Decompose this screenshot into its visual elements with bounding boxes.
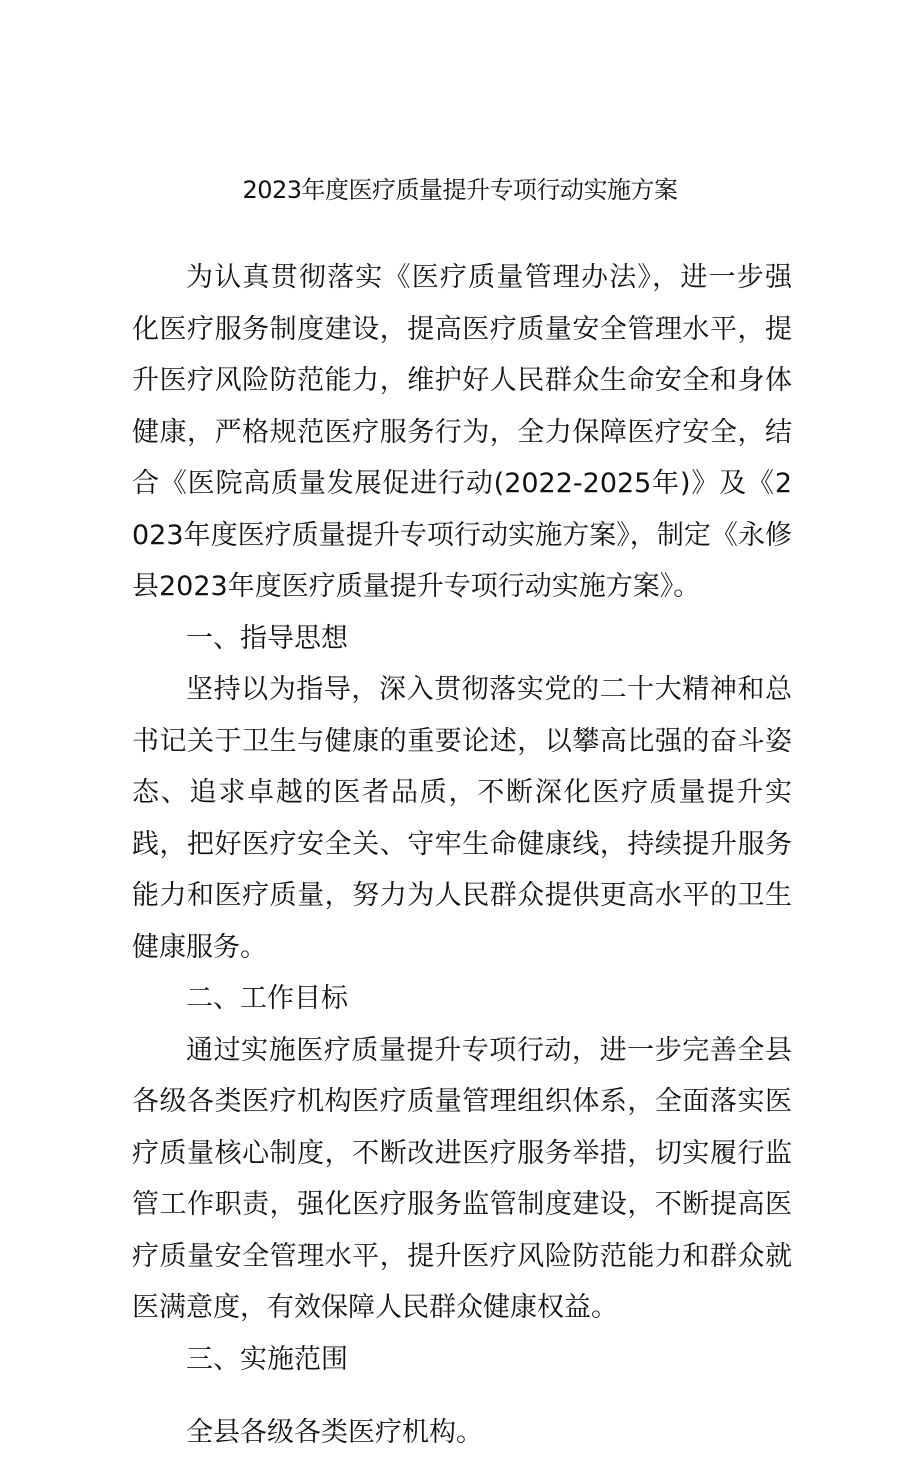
section-heading-work-goals: 二、工作目标 xyxy=(186,983,348,1014)
document-title: 2023年度医疗质量提升专项行动实施方案 xyxy=(242,176,678,204)
document-body xyxy=(132,252,792,1459)
section-text-scope: 全县各级各类医疗机构。 xyxy=(186,1417,483,1448)
section-heading-scope: 三、实施范围 xyxy=(186,1343,348,1375)
section-text-guiding-ideology: 坚持以为指导，深入贯彻落实党的二十大精神和总书记关于卫生与健康的重要论述，以攀高比强的奋斗姿态、追求卓越的医者品质，不断深化医疗质量提升实践，把好医疗安全关、守牢生命健康线，持续提升服务能力和医疗质量，努力为人民群众提供更高水平的卫生健康服务。 xyxy=(132,674,792,963)
section-heading-guiding-ideology: 一、指导思想 xyxy=(186,622,348,654)
section-text-work-goals: 通过实施医疗质量提升专项行动，进一步完善全县各级各类医疗机构医疗质量管理组织体系，全面落实医疗质量核心制度，不断改进医疗服务举措，切实履行监管工作职责，强化医疗服务监管制度建设，不断提高医疗质量安全管理水平，提升医疗风险防范能力和群众就医满意度，有效保障人民群众健康权益。 xyxy=(132,1034,792,1323)
intro-paragraph: 为认真贯彻落实《医疗质量管理办法》，进一步强化医疗服务制度建设，提高医疗质量安全管理水平，提升医疗风险防范能力，维护好人民群众生命安全和身体健康，严格规范医疗服务行为，全力保障医疗安全，结合《医院高质量发展促进行动(2022-2025年)》及《2023年度医疗质量提升专项行动实施方案》，制定《永修县2023年度医疗质量提升专项行动实施方案》。 xyxy=(132,262,792,602)
